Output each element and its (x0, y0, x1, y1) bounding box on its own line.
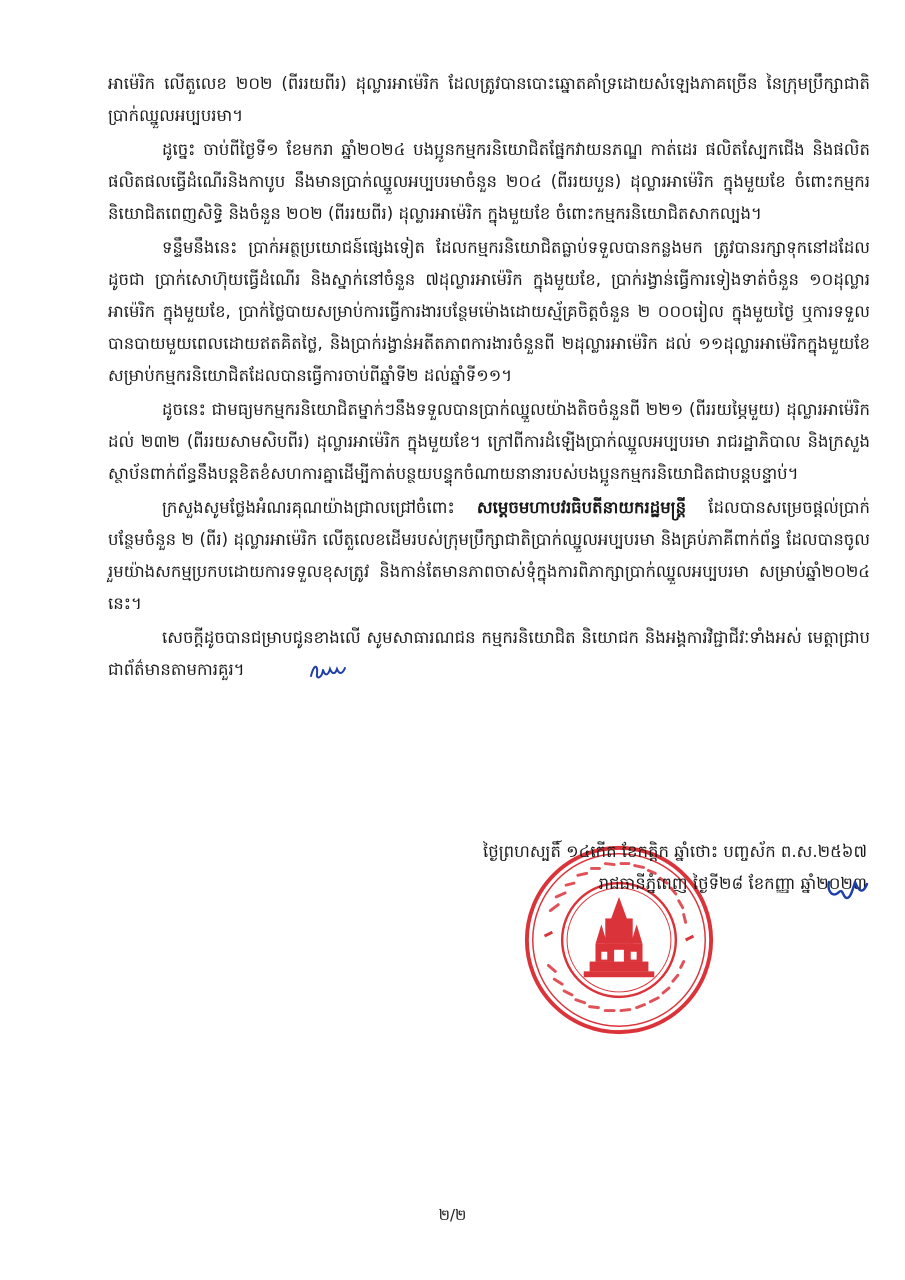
paragraph-5-text-before: ក្រសួងសូមថ្លែងអំណរគុណយ៉ាងជ្រាលជ្រៅចំពោះ (162, 498, 477, 517)
paragraph-6 (108, 622, 870, 686)
paragraph-4 (108, 394, 870, 490)
paragraph-1 (108, 68, 870, 132)
date-block (483, 836, 867, 900)
paragraph-2 (108, 134, 870, 230)
paragraph-5 (108, 492, 870, 620)
paragraph-3-text: ទន្ទឹមនឹងនេះ ប្រាក់អត្ថប្រយោជន៍ផ្សេងទៀត ដែលកម្មករនិយោជិតធ្លាប់ទទួលបានកន្លងមក ត្រូវបានរក្សាទុកនៅដដែល ដូចជា ប្រាក់សោហ៊ុយធ្វើដំណើរ និងស្នាក់នៅចំនួន ៧ដុល្លារអាម៉េរិក ក្នុងមួយខែ, ប្រាក់រង្វាន់ធ្វើការទៀងទាត់ចំនួន ១០ដុល្លារអាម៉េរិក ក្នុងមួយខែ, ប្រាក់ថ្លៃបាយសម្រាប់ការធ្វើការងារបន្ថែមម៉ោងដោយស្ម័គ្រចិត្តចំនួន ២ ០០០រៀល ក្នុងមួយថ្ងៃ ឬការទទួលបានបាយមួយពេលដោយឥតគិតថ្លៃ, និងប្រាក់រង្វាន់អតីតភាពការងារចំនួនពី ២ដុល្លារអាម៉េរិក ដល់ ១១ដុល្លារអាម៉េរិកក្នុងមួយខែ សម្រាប់កម្មករនិយោជិតដែលបានធ្វើការចាប់ពីឆ្នាំទី២ ដល់ឆ្នាំទី១១។ (108, 238, 870, 385)
handwritten-signature-icon (825, 874, 869, 904)
lunar-date: ថ្ងៃព្រហស្បតិ៍ ១៤កើត ខែកត្តិក ឆ្នាំថោះ បញ្ចស័ក ព.ស.២៥៦៧ (483, 842, 867, 861)
prime-minister-title: សម្តេចមហាបវរធិបតីនាយករដ្ឋមន្ត្រី (476, 498, 687, 517)
paragraph-2-text: ដូច្នេះ ចាប់ពីថ្ងៃទី១ ខែមករា ឆ្នាំ២០២៤ បងប្អូនកម្មករនិយោជិតផ្នែកវាយនភណ្ឌ កាត់ដេរ ផលិតស្បែកជើង និងផលិតផលិតផលធ្វើដំណើរនិងកាបូប នឹងមានប្រាក់ឈ្នួលអប្បបរមាចំនួន ២០៤ (ពីររយបួន) ដុល្លារអាម៉េរិក ក្នុងមួយខែ ចំពោះកម្មករនិយោជិតពេញសិទ្ធិ និងចំនួន ២០២ (ពីររយពីរ) ដុល្លារអាម៉េរិក ក្នុងមួយខែ ចំពោះកម្មករនិយោជិតសាកល្បង។ (108, 140, 870, 223)
paragraph-5-text-after: ដែលបានសម្រេចផ្តល់ប្រាក់បន្ថែមចំនួន ២ (ពីរ) ដុល្លារអាម៉េរិក លើតួលេខដើមរបស់ក្រុមប្រឹក្សាជាតិប្រាក់ឈ្នួលអប្បបរមា និងគ្រប់ភាគីពាក់ព័ន្ធ ដែលបានចូលរួមយ៉ាងសកម្មប្រកបដោយការទទួលខុសត្រូវ និងកាន់តែមានភាពចាស់ទុំក្នុងការពិភាក្សាប្រាក់ឈ្នួលអប្បបរមា សម្រាប់ឆ្នាំ២០២៤ នេះ។ (108, 498, 870, 613)
paragraph-6-text: សេចក្តីដូចបានជម្រាបជូនខាងលើ សូមសាធារណជន កម្មករនិយោជិត និយោជក និងអង្គការវិជ្ជាជីវៈទាំងអស់ មេត្តាជ្រាបជាព័ត៌មានតាមការគួរ។ (108, 628, 870, 679)
document-body (108, 68, 870, 688)
solar-date: រាជធានីភ្នំពេញ ថ្ងៃទី២៨ ខែកញ្ញា ឆ្នាំ២០២៣ (598, 874, 867, 893)
paragraph-1-text: អាម៉េរិក លើតួលេខ ២០២ (ពីររយពីរ) ដុល្លារអាម៉េរិក ដែលត្រូវបានបោះឆ្នោតគាំទ្រដោយសំឡេងភាគច្រើន នៃក្រុមប្រឹក្សាជាតិប្រាក់ឈ្នួលអប្បបរមា។ (108, 74, 870, 125)
paragraph-3 (108, 232, 870, 392)
page-number: ២/២ (438, 1206, 467, 1224)
handwritten-initial-icon (254, 660, 294, 682)
paragraph-4-text: ដូចនេះ ជាមធ្យមកម្មករនិយោជិតម្នាក់ៗនឹងទទួលបានប្រាក់ឈ្នួលយ៉ាងតិចចំនួនពី ២២១ (ពីររយម្ភៃមួយ) ដុល្លារអាម៉េរិក ដល់ ២៣២ (ពីររយសាមសិបពីរ) ដុល្លារអាម៉េរិក ក្នុងមួយខែ។ ក្រៅពីការដំឡើងប្រាក់ឈ្នួលអប្បបរមា រាជរដ្ឋាភិបាល និងក្រសួង ស្ថាប័នពាក់ព័ន្ធនឹងបន្តខិតខំសហការគ្នាដើម្បីកាត់បន្ថយបន្ទុកចំណាយនានារបស់បងប្អូនកម្មករនិយោជិតជាបន្តបន្ទាប់។ (108, 400, 870, 483)
